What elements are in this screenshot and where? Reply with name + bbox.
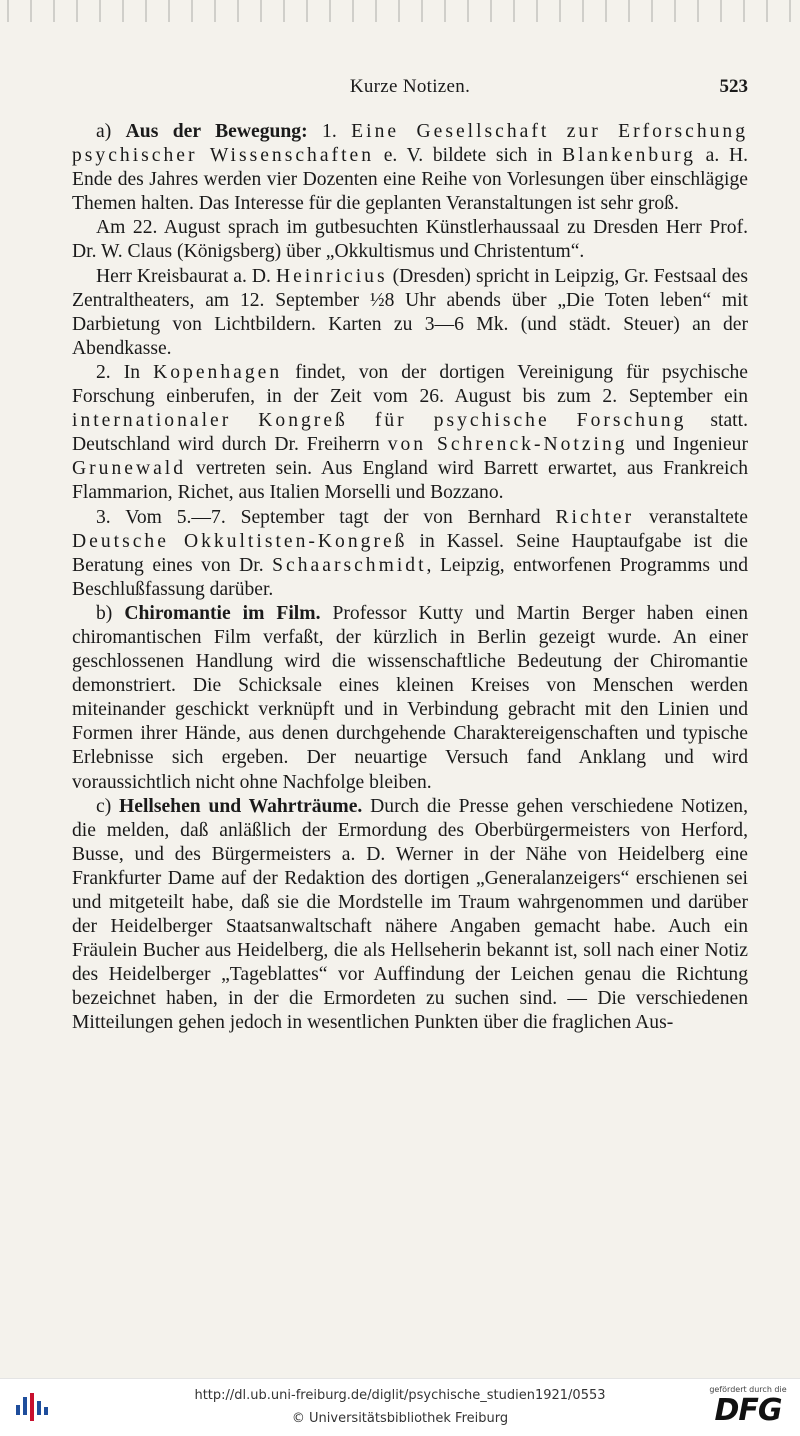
spaced-text: Grunewald (72, 458, 187, 480)
body-text: , Leipzig, entworfenen Programms und Beschlußfassung darüber. (72, 554, 748, 600)
body-text: findet, von der dortigen Vereinigung für psychische Forschung einberufen, in der Zeit vom 26. August bis zum 2. September ein (72, 361, 748, 408)
body-text: statt. Deutschland wird durch Dr. Freiherrn (72, 410, 748, 456)
section-heading: Aus der Bewegung: (125, 121, 308, 142)
body-text: e. V. bildete sich in (383, 145, 553, 167)
body-text: veranstaltete (648, 506, 748, 528)
body-text: Professor Kutty und Martin Berger haben einen chiromantischen Film verfaßt, der kürzlich in Berlin gezeigt wurde. An einer geschlossenen Handlung wird die wissenschaftliche Bedeutung der Chiromantie demonstriert. Die Schicksale eines kleinen Kreises von Menschen werden miteinander geschickt verknüpft und in Verbindung gebracht mit den Linien und Formen ihrer Hände, aus denen durchgehende Charaktereigenschaften und typische Erlebnisse sich ergeben. Der neuartige Versuch fand Anklang und wird voraussichtlich nicht ohne Nachfolge bleiben. (72, 602, 748, 793)
dfg-logo (706, 1385, 790, 1431)
spaced-text: internationaler Kongreß für psychische Forschung (72, 410, 687, 432)
spaced-text: Deutsche Okkultisten-Kongreß (72, 530, 408, 552)
section-label: b) (96, 602, 113, 624)
spaced-text: Blankenburg (562, 145, 696, 167)
article-body (72, 120, 748, 1036)
body-text: (Dresden) spricht in Leipzig, Gr. Festsaal des Zentraltheaters, am 12. September ½8 Uhr abends über „Die Toten leben“ mit Darbietung von Lichtbildern. Karten zu 3—6 Mk. (und städt. Steuer) an der Abendkasse. (72, 265, 749, 359)
body-text: Herr Kreisbaurat a. D. (96, 265, 271, 287)
body-text: a. H. Ende des Jahres werden vier Dozenten eine Reihe von Vorlesungen über einschlägige Themen halten. Das Interesse für die geplanten Veranstaltungen ist sehr groß. (72, 145, 748, 215)
body-text: und Ingenieur (635, 434, 748, 456)
dfg-logo-text: DFG (714, 1393, 782, 1428)
paragraph-c (72, 795, 748, 1036)
spaced-text: Schaarschmidt (272, 554, 427, 576)
viewer-footer (0, 1378, 800, 1436)
item-number: 1. (322, 121, 337, 142)
paragraph-dresden-lecture: Am 22. August sprach im gutbesuchten Künstlerhaussaal zu Dresden Herr Prof. Dr. W. Claus (Königsberg) über „Okkultismus und Christentum“. (72, 217, 748, 263)
spaced-text: von Schrenck-Notzing (387, 434, 628, 456)
paragraph-b (72, 602, 748, 795)
permalink[interactable]: http://dl.ub.uni-freiburg.de/diglit/psychische_studien1921/0553 (194, 1388, 606, 1403)
section-label: c) (96, 795, 112, 817)
section-heading: Hellsehen und Wahrträume. (119, 795, 363, 817)
spaced-text: Richter (555, 506, 635, 528)
paragraph-copenhagen-congress (72, 361, 748, 506)
body-text: 2. In (96, 361, 141, 383)
spaced-text: Heinricius (275, 265, 388, 287)
copyright-notice: © Universitätsbibliothek Freiburg (291, 1411, 509, 1426)
paragraph-leipzig-lecture (72, 265, 748, 361)
scan-edge-noise (0, 0, 800, 22)
spaced-text: Eine Gesellschaft zur Erforschung psychischer Wissenschaften (72, 121, 749, 167)
dfg-caption: gefördert durch die (709, 1385, 787, 1394)
paragraph-a (72, 120, 748, 216)
section-label: a) (96, 121, 112, 142)
running-head (72, 76, 748, 102)
page-number: 523 (719, 76, 748, 97)
body-text: Durch die Presse gehen verschiedene Notizen, die melden, daß anläßlich der Ermordung des Oberbürgermeisters von Herford, Busse, und des Bürgermeisters a. D. Werner in der Nähe von Heidelberg eine Frankfurter Dame auf der Redaktion des dortigen „Generalanzeigers“ erschienen sei und mitgeteilt habe, daß sie die Mordstelle im Traum wahrgenommen und darüber der Heidelberger Staatsanwaltschaft nähere Angaben gemacht habe. Auch ein Fräulein Bucher aus Heidelberg, die als Hellseherin bekannt ist, soll nach einer Notiz des Heidelberger „Tageblattes“ vor Auffindung der Leichen genau die Richtung bezeichnet haben, in der die Ermordeten zu suchen sind. — Die verschiedenen Mitteilungen gehen jedoch in wesentlichen Punkten über die fraglichen Aus- (72, 795, 749, 1034)
body-text: in Kassel. Seine Hauptaufgabe ist die Beratung eines von Dr. (72, 530, 748, 576)
running-title: Kurze Notizen. (349, 76, 471, 97)
paragraph-kassel-congress (72, 506, 748, 602)
spaced-text: Kopenhagen (153, 361, 283, 383)
body-text: 3. Vom 5.—7. September tagt der von Bernhard (96, 506, 541, 528)
body-text: vertreten sein. Aus England wird Barrett erwartet, aus Frankreich Flammarion, Richet, aus Italien Morselli und Bozzano. (72, 458, 748, 504)
section-heading: Chiromantie im Film. (124, 602, 321, 624)
